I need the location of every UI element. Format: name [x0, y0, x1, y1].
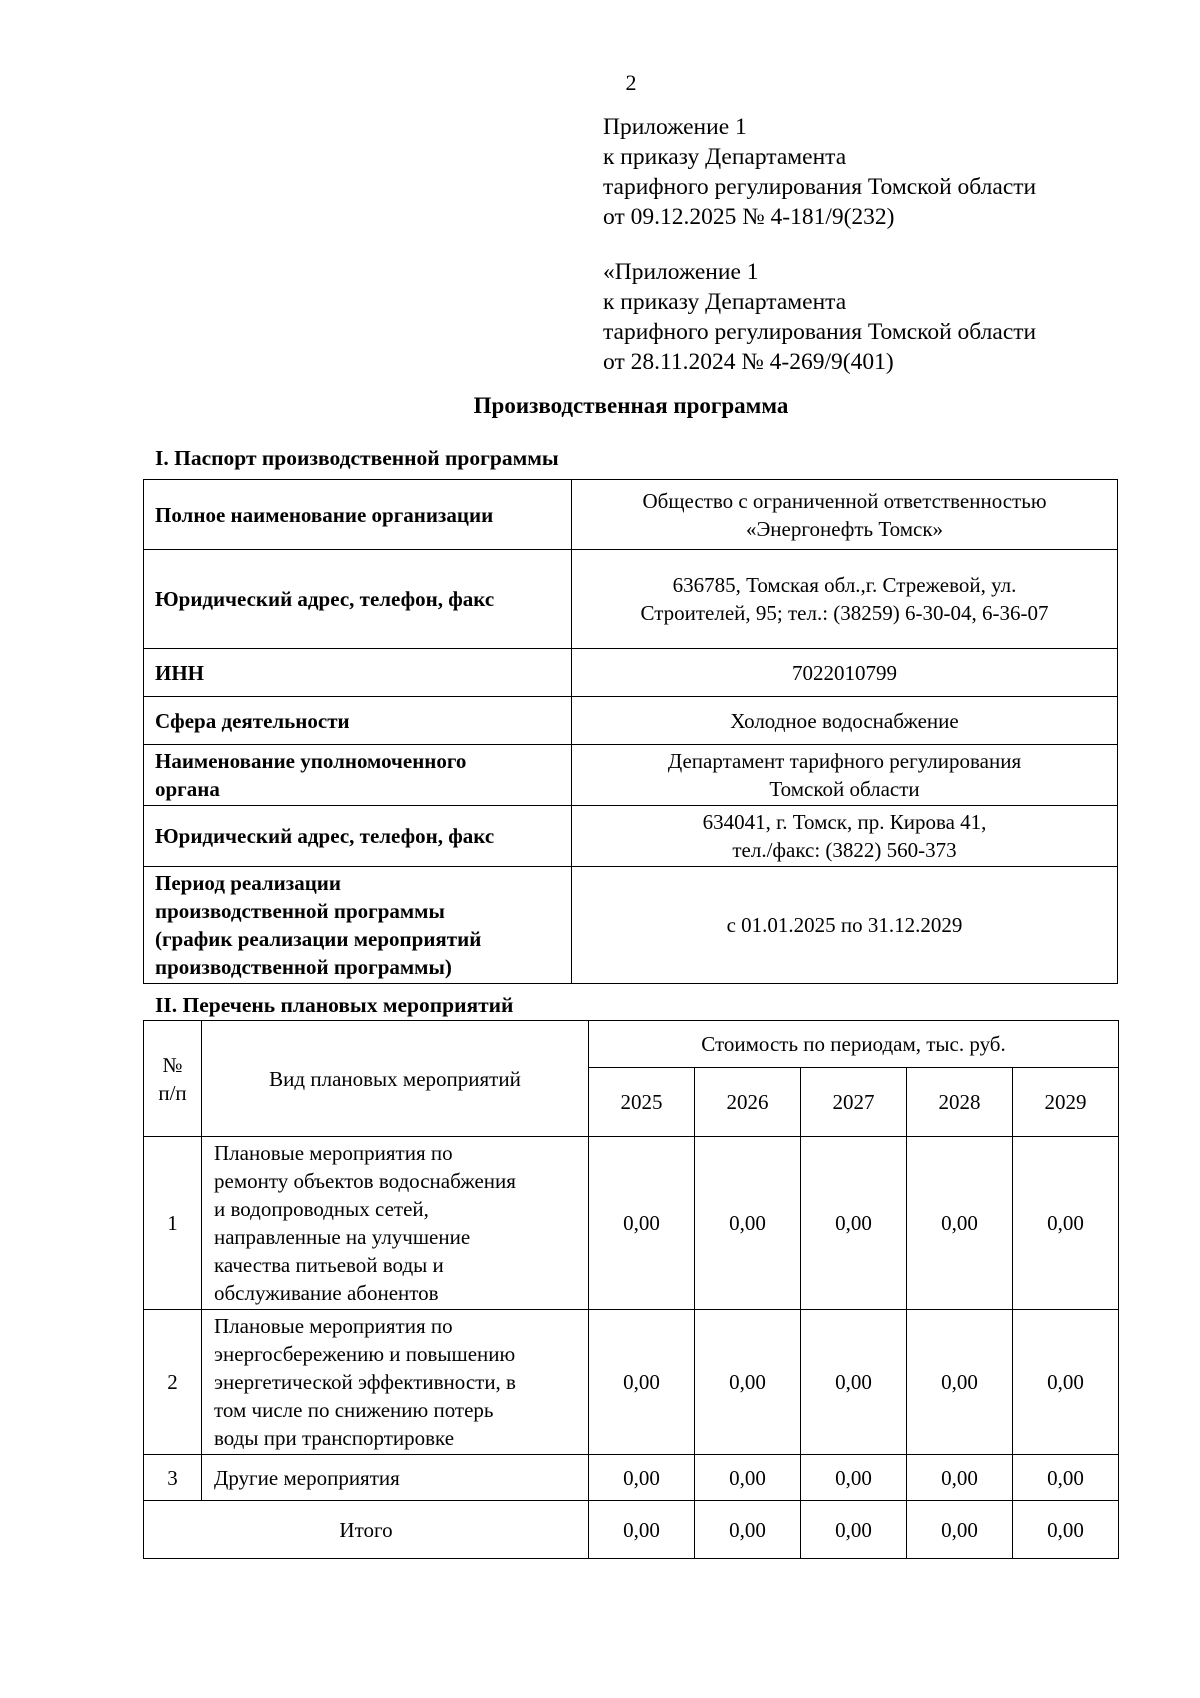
- year-header: 2025: [589, 1068, 695, 1137]
- appendix-header-previous: [603, 257, 1163, 377]
- header-num: № п/п: [144, 1021, 202, 1137]
- cost-cell: 0,00: [907, 1137, 1013, 1310]
- passport-value: [572, 480, 1118, 550]
- measures-table: [143, 1020, 1119, 1559]
- row-num: 1: [144, 1137, 202, 1310]
- desc-line: ремонту объектов водоснабжения: [214, 1169, 516, 1193]
- year-header: 2027: [801, 1068, 907, 1137]
- appendix-header-current: [603, 112, 1163, 232]
- passport-label: ИНН: [144, 649, 572, 697]
- total-row: [144, 1501, 1119, 1559]
- desc-line: и водопроводных сетей,: [214, 1197, 429, 1221]
- passport-row: [144, 806, 1118, 867]
- passport-value: с 01.01.2025 по 31.12.2029: [572, 867, 1118, 984]
- cost-cell: 0,00: [907, 1455, 1013, 1501]
- passport-row: [144, 745, 1118, 806]
- passport-value: [572, 745, 1118, 806]
- cost-cell: 0,00: [801, 1137, 907, 1310]
- desc-line: качества питьевой воды и: [214, 1253, 444, 1277]
- appendix-line: тарифного регулирования Томской области: [603, 174, 1037, 200]
- desc-line: обслуживание абонентов: [214, 1281, 439, 1305]
- desc-line: энергосбережению и повышению: [214, 1342, 516, 1366]
- cost-cell: 0,00: [589, 1137, 695, 1310]
- cost-cell: 0,00: [907, 1310, 1013, 1455]
- cost-cell: 0,00: [695, 1137, 801, 1310]
- passport-value: 7022010799: [572, 649, 1118, 697]
- value-line: «Энергонефть Томск»: [745, 516, 944, 541]
- desc-line: энергетической эффективности, в: [214, 1370, 516, 1394]
- passport-label: [144, 745, 572, 806]
- header-type: Вид плановых мероприятий: [202, 1021, 589, 1137]
- cost-cell: 0,00: [1013, 1137, 1119, 1310]
- value-line: Томской области: [769, 777, 920, 801]
- table-row: [144, 1137, 1119, 1310]
- header-cost: Стоимость по периодам, тыс. руб.: [589, 1021, 1119, 1068]
- value-line: 636785, Томская обл.,г. Стрежевой, ул.: [672, 573, 1017, 597]
- appendix-line: к приказу Департамента: [603, 144, 847, 170]
- cost-cell: 0,00: [589, 1455, 695, 1501]
- passport-row: [144, 649, 1118, 697]
- label-line: производственной программы): [155, 955, 452, 979]
- appendix-line: от 09.12.2025 № 4-181/9(232): [603, 204, 895, 230]
- table-row: [144, 1455, 1119, 1501]
- label-line: Период реализации: [155, 871, 342, 895]
- value-line: тел./факс: (3822) 560-373: [732, 838, 957, 862]
- label-line: органа: [155, 777, 220, 801]
- cost-cell: 0,00: [1013, 1455, 1119, 1501]
- year-header: 2026: [695, 1068, 801, 1137]
- total-cell: 0,00: [589, 1501, 695, 1559]
- cost-cell: 0,00: [695, 1310, 801, 1455]
- cost-cell: 0,00: [695, 1455, 801, 1501]
- year-header: 2029: [1013, 1068, 1119, 1137]
- passport-label: Полное наименование организации: [144, 480, 572, 550]
- year-header: 2028: [907, 1068, 1013, 1137]
- section2-heading: II. Перечень плановых мероприятий: [155, 993, 514, 1017]
- passport-row: [144, 480, 1118, 550]
- passport-value: [572, 550, 1118, 649]
- passport-value: [572, 806, 1118, 867]
- row-desc: [202, 1137, 589, 1310]
- total-cell: 0,00: [907, 1501, 1013, 1559]
- appendix-line: от 28.11.2024 № 4-269/9(401): [603, 349, 894, 375]
- section1-heading: I. Паспорт производственной программы: [155, 446, 559, 470]
- passport-label: Юридический адрес, телефон, факс: [144, 550, 572, 649]
- table-row: [144, 1310, 1119, 1455]
- desc-line: Плановые мероприятия по: [214, 1141, 453, 1165]
- label-line: Наименование уполномоченного: [155, 749, 467, 773]
- passport-label: Юридический адрес, телефон, факс: [144, 806, 572, 867]
- appendix-line: к приказу Департамента: [603, 289, 847, 315]
- row-desc: Другие мероприятия: [202, 1455, 589, 1501]
- value-line: 634041, г. Томск, пр. Кирова 41,: [702, 810, 987, 834]
- appendix-line: «Приложение 1: [603, 259, 759, 285]
- desc-line: воды при транспортировке: [214, 1426, 455, 1450]
- label-line: производственной программы: [155, 899, 445, 923]
- cost-cell: 0,00: [801, 1310, 907, 1455]
- appendix-line: Приложение 1: [603, 114, 747, 140]
- passport-label: [144, 867, 572, 984]
- total-cell: 0,00: [695, 1501, 801, 1559]
- total-cell: 0,00: [801, 1501, 907, 1559]
- header-row: [144, 1021, 1119, 1068]
- cost-cell: 0,00: [801, 1455, 907, 1501]
- row-num: 2: [144, 1310, 202, 1455]
- value-line: Общество с ограниченной ответственностью: [642, 488, 1047, 513]
- total-label: Итого: [144, 1501, 589, 1559]
- passport-row: [144, 550, 1118, 649]
- label-line: (график реализации мероприятий: [155, 927, 482, 951]
- cost-cell: 0,00: [589, 1310, 695, 1455]
- desc-line: направленные на улучшение: [214, 1225, 471, 1249]
- document-title: Производственная программа: [473, 393, 789, 418]
- passport-row: [144, 867, 1118, 984]
- row-desc: [202, 1310, 589, 1455]
- passport-table: [143, 479, 1118, 984]
- passport-row: [144, 697, 1118, 745]
- appendix-line: тарифного регулирования Томской области: [603, 319, 1037, 345]
- desc-line: Плановые мероприятия по: [214, 1314, 453, 1338]
- desc-line: том числе по снижению потерь: [214, 1398, 494, 1422]
- passport-label: Сфера деятельности: [144, 697, 572, 745]
- page-number: 2: [625, 70, 637, 95]
- passport-value: Холодное водоснабжение: [572, 697, 1118, 745]
- total-cell: 0,00: [1013, 1501, 1119, 1559]
- cost-cell: 0,00: [1013, 1310, 1119, 1455]
- value-line: Департамент тарифного регулирования: [667, 749, 1022, 773]
- value-line: Строителей, 95; тел.: (38259) 6-30-04, 6-36-07: [640, 601, 1049, 625]
- row-num: 3: [144, 1455, 202, 1501]
